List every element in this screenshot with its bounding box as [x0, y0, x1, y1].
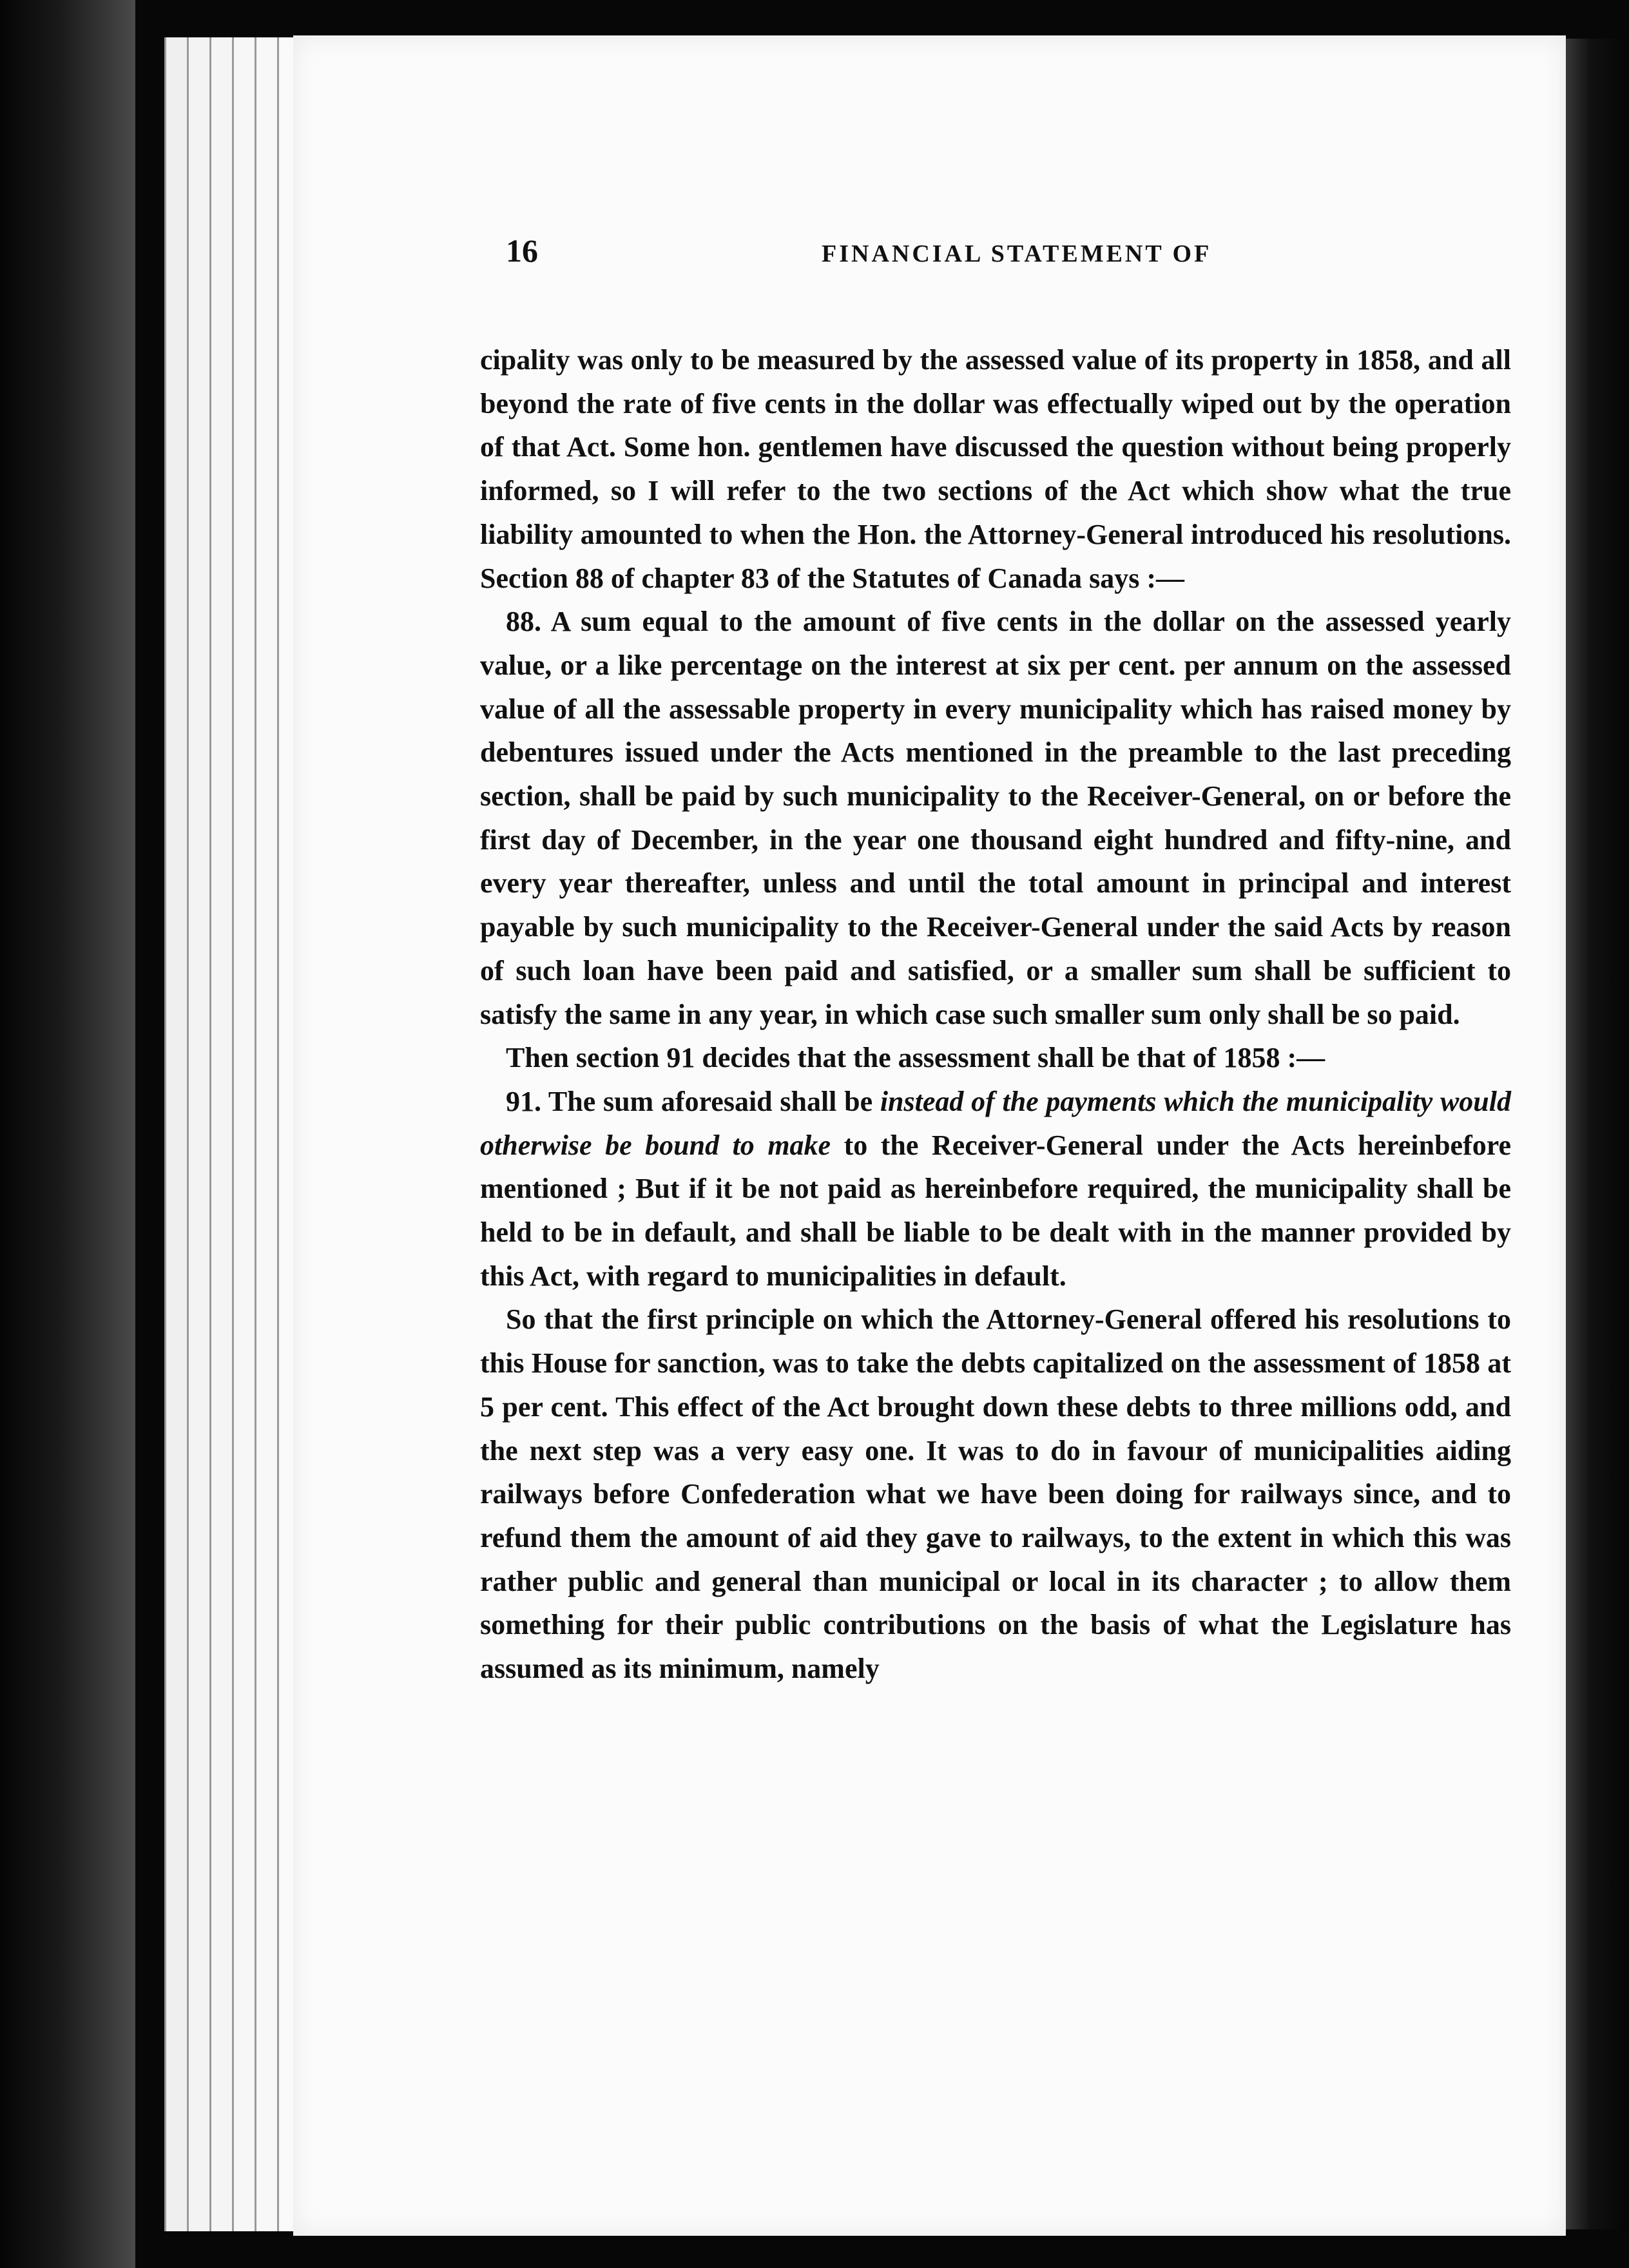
film-border-left [0, 0, 135, 2268]
paragraph-conclusion: So that the first principle on which the Attorney-General offered his resolutions to this House for sanction, was to take the debts capitalized on the assessment of 1858 at 5 per cent. This effect of the Act brought down these debts to three millions odd, and the next step was a very easy one. It was to do in favour of municipalities aiding railways before Confederation what we have been doing for railways since, and to refund them the amount of aid they gave to railways, to the extent in which this was rather public and general than municipal or local in its character ; to allow them something for their public contributions on the basis of what the Legislature has assumed as its minimum, namely [480, 1303, 1511, 1685]
running-head: FINANCIAL STATEMENT OF [822, 240, 1212, 267]
paragraph-section-88: 88. A sum equal to the amount of five cents in the dollar on the assessed yearly value, or a like percentage on the interest at six per cent. per annum on the assessed value of all the assessable property in every municipality which has raised money by debentures issued under the Acts mentioned in the preamble to the last preceding section, shall be paid by such municipality to the Receiver-General, on or before the first day of December, in the year one thousand eight hundred and fifty-nine, and every year thereafter, unless and until the total amount in principal and interest payable by such municipality to the Receiver-General under the said Acts by reason of such loan have been paid and satisfied, or a smaller sum shall be sufficient to satisfy the same in any year, in which case such smaller sum only shall be so paid. [480, 606, 1511, 1030]
paragraph-section-91 [480, 1080, 1511, 1298]
page-number: 16 [506, 233, 538, 269]
paragraph-section-91-intro: Then section 91 decides that the assessment shall be that of 1858 :— [506, 1042, 1325, 1074]
section-91-text-end: to the Receiver-General under the Acts hereinbefore mentioned ; But if it be not paid as hereinbefore required, the municipality shall be held to be in default, and shall be liable to be dealt with in the manner provided by this Act, with regard to municipalities in default. [480, 1129, 1511, 1292]
scanned-page [293, 35, 1566, 2236]
body-text [480, 338, 1511, 1691]
film-border-right [1565, 39, 1629, 2229]
paragraph-continuation: cipality was only to be measured by the assessed value of its property in 1858, and all beyond the rate of five cents in the dollar was effectually wiped out by the operation of that Act. Some hon. gentlemen have discussed the question without being properly informed, so I will refer to the two sections of the Act which show what the true liability amounted to when the Hon. the Attorney-General introduced his resolutions. Section 88 of chapter 83 of the Statutes of Canada says :— [480, 344, 1511, 594]
section-91-text-start: 91. The sum aforesaid shall be [506, 1085, 880, 1117]
statute-quote-section-88 [480, 600, 1511, 1036]
page-header [506, 232, 1537, 284]
statute-quote-section-91 [480, 1080, 1511, 1298]
section-91-italic-text: instead of the payments which the municipality would otherwise be bound to make [480, 1085, 1511, 1161]
